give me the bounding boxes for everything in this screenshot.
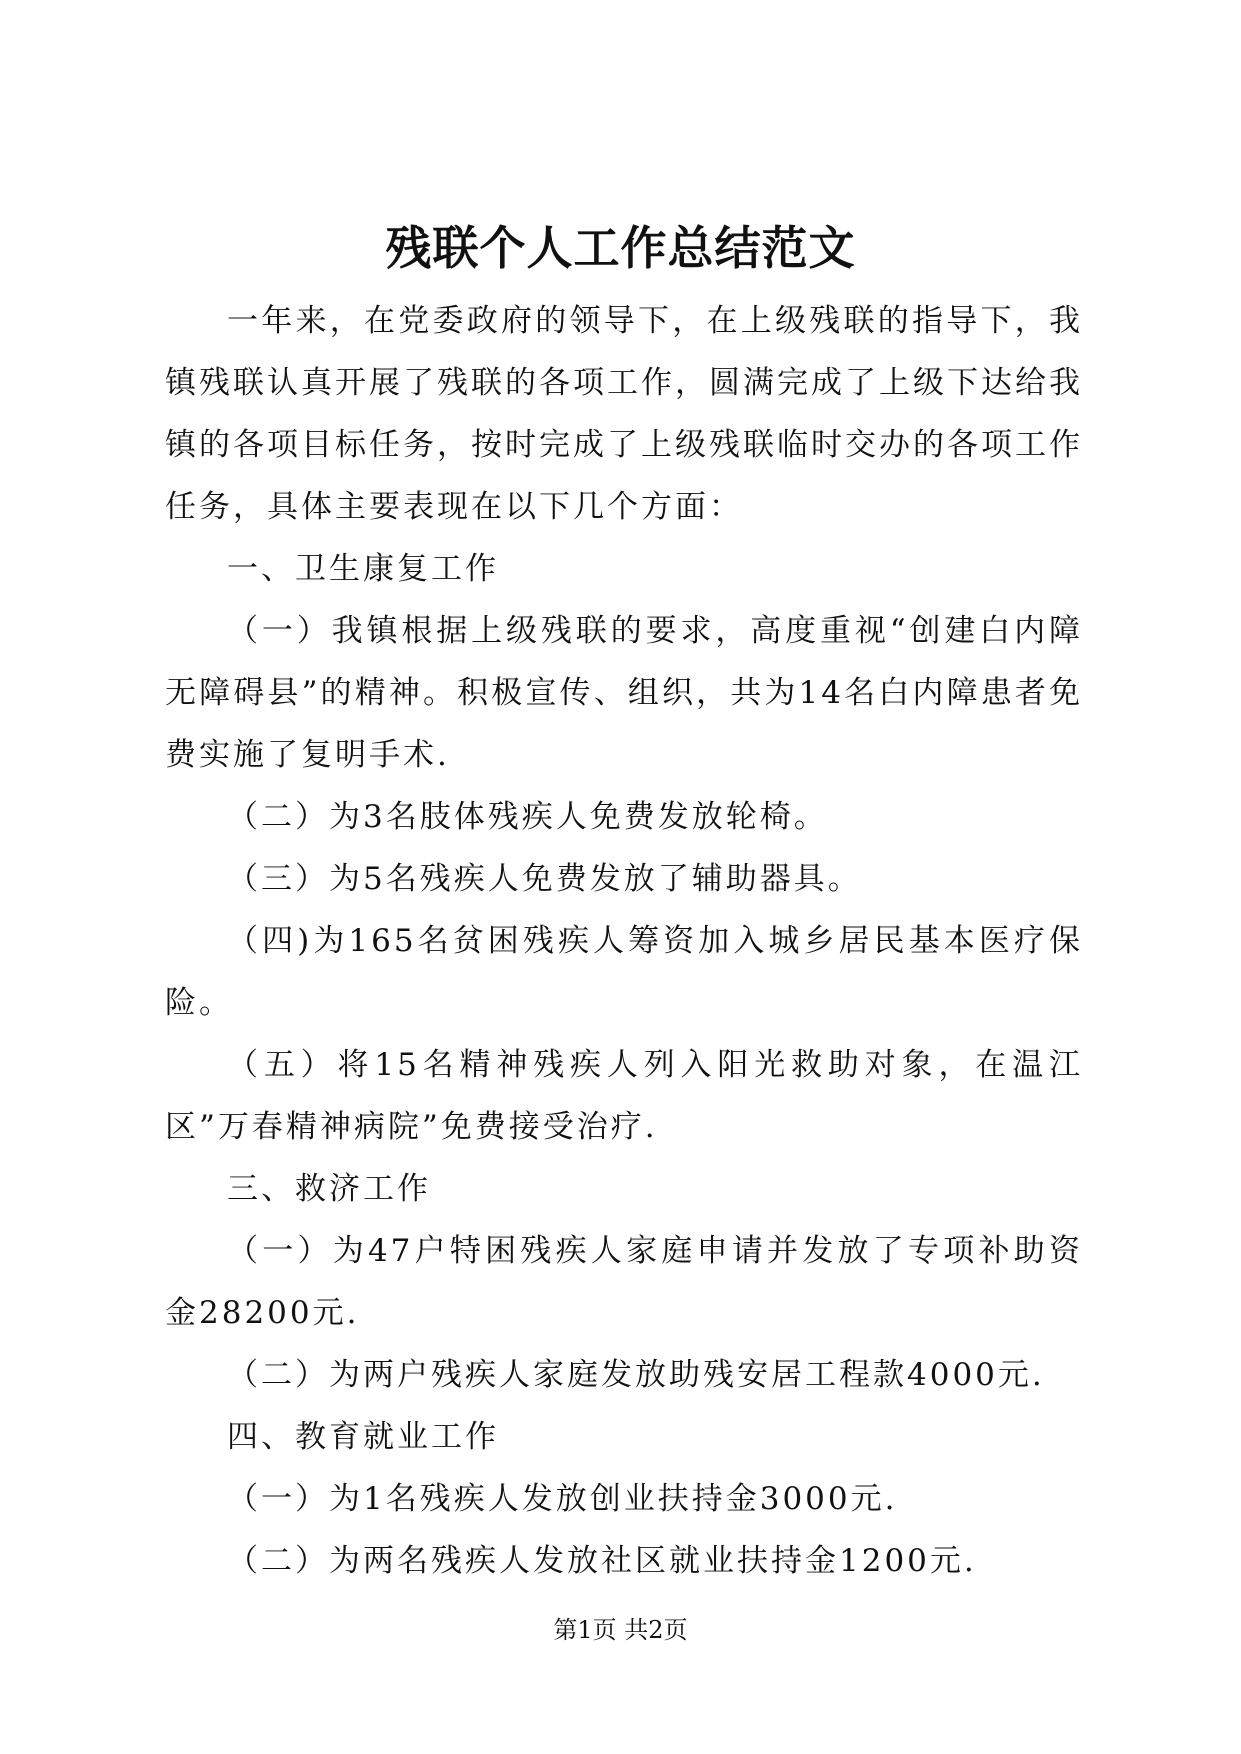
paragraph-item: （三）为5名残疾人免费发放了辅助器具。 [227, 861, 862, 897]
section-heading-education: 四、教育就业工作 [227, 1419, 499, 1455]
paragraph-item: （五）将15名精神残疾人列入阳光救助对象，在温江区”万春精神病院”免费接受治疗. [165, 1047, 1083, 1145]
paragraph-item: （一）为1名残疾人发放创业扶持金3000元. [227, 1481, 898, 1517]
page-number-footer: 第1页 共2页 [553, 1616, 688, 1644]
document-body [165, 290, 1083, 1592]
paragraph-item: （一）我镇根据上级残联的要求，高度重视“创建白内障无障碍县”的精神。积极宣传、组织，共为14名白内障患者免费实施了复明手术. [165, 613, 1083, 773]
paragraph-item: （一）为47户特困残疾人家庭申请并发放了专项补助资金28200元. [165, 1233, 1083, 1331]
paragraph-item: （四)为165名贫困残疾人筹资加入城乡居民基本医疗保险。 [165, 923, 1083, 1021]
paragraph-item: （二）为两名残疾人发放社区就业扶持金1200元. [227, 1543, 977, 1579]
section-heading-health: 一、卫生康复工作 [227, 551, 499, 587]
document-title: 残联个人工作总结范文 [385, 221, 856, 275]
intro-paragraph: 一年来，在党委政府的领导下，在上级残联的指导下，我镇残联认真开展了残联的各项工作，圆满完成了上级下达给我镇的各项目标任务，按时完成了上级残联临时交办的各项工作任务，具体主要表现在以下几个方面： [165, 303, 1083, 525]
paragraph-item: （二）为两户残疾人家庭发放助残安居工程款4000元. [227, 1357, 1045, 1393]
section-heading-relief: 三、救济工作 [227, 1171, 431, 1207]
paragraph-item: （二）为3名肢体残疾人免费发放轮椅。 [227, 799, 828, 835]
